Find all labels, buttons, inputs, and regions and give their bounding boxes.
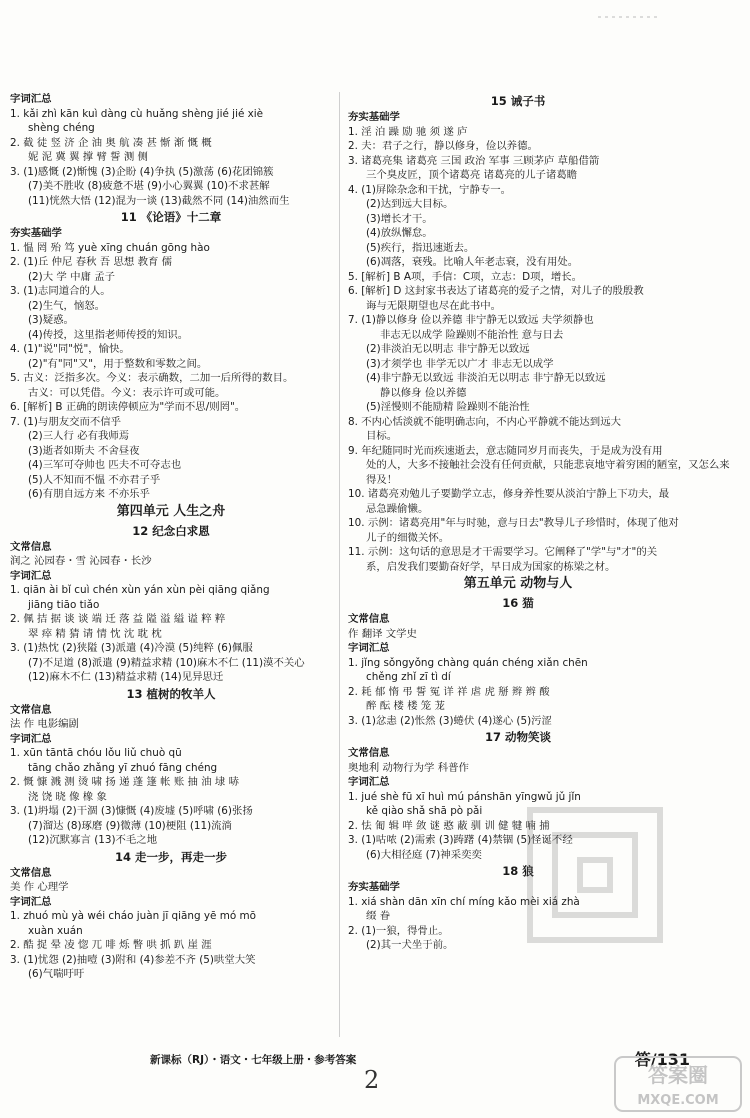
right-column-line: 字词汇总	[348, 642, 390, 654]
right-column-line: 1. jué shè fū xī huì mú pánshān yīngwǔ jǔ jǐn	[348, 790, 581, 803]
left-column-line: 浇 饶 晓 像 橡 象	[28, 790, 107, 803]
left-column-line: 2. 慨 慷 溅 测 烫 啸 扬 递 蓬 篷 帐 账 抽 油 埭 哧	[10, 776, 240, 788]
left-column-line: 夯实基础学	[10, 227, 62, 239]
left-column	[10, 92, 332, 982]
right-column-line: 15 诫子书	[490, 94, 546, 108]
right-column-line: 系，启发我们要勤奋好学，早日成为国家的栋梁之材。	[366, 560, 616, 573]
left-column-line: 文常信息	[10, 866, 52, 879]
right-column-line: (2)非淡泊无以明志 非宁静无以致远	[366, 343, 530, 355]
right-column-line: chěng zhǐ zī tì dí	[366, 671, 451, 683]
left-column-line: 3. (1)感慨 (2)惭愧 (3)企盼 (4)争执 (5)激荡 (6)花团锦簇	[10, 165, 274, 178]
right-column-line: 作 翻译 文学史	[348, 627, 417, 640]
right-column-line: 5. [解析] B A项，手信：C项，立志：D项，增长。	[348, 270, 583, 283]
right-column-line: (3)才须学也 非学无以广才 非志无以成学	[366, 357, 554, 370]
right-column-line: 8. 不内心恬淡就不能明确志向，不内心平静就不能达到远大	[348, 415, 621, 428]
left-column-line: 润之 沁园春・雪 沁园春・长沙	[10, 555, 152, 567]
right-column-line: 18 狼	[502, 864, 534, 878]
left-column-line: (11)恍然大悟 (12)混为一谈 (13)截然不同 (14)油然而生	[28, 194, 290, 207]
left-column-line: jiāng tiāo tiǎo	[28, 598, 100, 611]
watermark-logo	[614, 1056, 742, 1112]
left-column-line: (12)麻木不仁 (13)精益求精 (14)见异思迁	[28, 671, 224, 683]
handwritten-number: 2	[364, 1066, 380, 1094]
right-column-line: (6)大相径庭 (7)神采奕奕	[366, 848, 482, 861]
left-column-line: 2. 截 徒 竖 济 企 油 奥 航 凑 甚 惭 渐 慨 概	[10, 136, 212, 149]
left-column-line: 字词汇总	[10, 93, 52, 105]
right-column-line: 忌急躁偷懒。	[366, 502, 429, 515]
right-column-line: 第五单元 动物与人	[463, 576, 573, 591]
right-column-line: (5)疾行，指迅速逝去。	[366, 241, 475, 254]
right-column-line: 10. 诸葛亮劝勉儿子要勤学立志，修身养性要从淡泊宁静上下功夫，最	[348, 488, 670, 500]
left-column-line: 古义：可以凭借。今义：表示许可或可能。	[28, 386, 226, 399]
right-column-line: 3. (1)忿恚 (2)怅然 (3)蜷伏 (4)遂心 (5)污涩	[348, 714, 552, 727]
right-column-line: 醉 酝 楼 楼 笼 茏	[366, 700, 445, 712]
right-column-line: 处的人，大多不接触社会没有任何贡献，只能悲哀地守着穷困的陋室，又怎么来	[366, 459, 730, 471]
right-column-line: 2. 怯 匍 辑 咩 敛 谜 憨 蔽 驯 训 健 犍 喃 捕	[348, 819, 550, 832]
right-column-line: 16 猫	[502, 596, 534, 610]
right-column-line: 奥地利 动物行为学 科普作	[348, 761, 469, 774]
left-column-line: 1. qiān ài bǐ cuì chén xùn yán xùn pèi qiāng qiǎng	[10, 584, 270, 596]
left-column-line: 妮 泥 冀 翼 撑 臂 誓 测 侧	[28, 151, 148, 163]
right-column-line: 字词汇总	[348, 776, 390, 788]
top-mark	[598, 6, 658, 14]
left-column-line: (4)三军可夺帅也 匹夫不可夺志也	[28, 459, 182, 471]
left-column-line: 字词汇总	[10, 895, 52, 908]
right-column-line: 夯实基础学	[348, 881, 400, 893]
right-column-line: 文常信息	[348, 747, 390, 759]
left-column-line: tāng chǎo zhǎng yī zhuó fāng chéng	[28, 761, 218, 774]
left-column-line: (3)逝者如斯夫 不舍昼夜	[28, 444, 140, 457]
right-column-line: 得及！	[366, 473, 398, 486]
left-column-line: 3. (1)坍塌 (2)干涸 (3)慷慨 (4)废墟 (5)呼啸 (6)张扬	[10, 805, 253, 817]
left-column-line: (2)生气，恼怒。	[28, 299, 106, 312]
right-column-line: 7. (1)静以修身 俭以养德 非宁静无以致远 夫学须静也	[348, 314, 594, 326]
left-column-line: (5)人不知而不愠 不亦君子乎	[28, 473, 161, 486]
left-column-line: (7)溜达 (8)琢磨 (9)微薄 (10)梗阻 (11)流淌	[28, 819, 232, 832]
right-column-line: 6. [解析] D 这封家书表达了诸葛亮的爱子之情，对儿子的殷殷教	[348, 285, 644, 297]
left-column-line: 美 作 心理学	[10, 881, 69, 893]
left-column-line: (7)美不胜收 (8)疲惫不堪 (9)小心翼翼 (10)不求甚解	[28, 180, 270, 192]
left-column-line: 3. (1)志同道合的人。	[10, 285, 111, 297]
right-column-line: (6)凋落，衰残。比喻人年老志衰，没有用处。	[366, 256, 579, 268]
left-column-line: 1. xūn tāntā chóu lǒu liǔ chuò qū	[10, 747, 182, 759]
right-column-line: 诲与无限期望也尽在此书中。	[366, 299, 502, 312]
right-column-line: 2. (1)一狼，得骨止。	[348, 924, 449, 937]
left-column-line: 翠 瘁 精 猜 请 情 忱 沈 耽 枕	[28, 627, 162, 640]
left-column-line: 字词汇总	[10, 732, 52, 745]
left-column-line: 2. (1)丘 仲尼 春秋 吾 思想 教育 儒	[10, 256, 173, 268]
svg-text:答案圈: 答案圈	[648, 1063, 708, 1087]
footer-text: 新课标（RJ）・语文・七年级上册・参考答案	[150, 1054, 357, 1066]
right-column-line: 17 动物笑谈	[484, 730, 551, 744]
right-column-line: 目标。	[366, 430, 398, 442]
left-column-line: 3. (1)热忱 (2)狭隘 (3)派遣 (4)冷漠 (5)纯粹 (6)佩服	[10, 642, 253, 654]
left-column-line: 法 作 电影编剧	[10, 718, 79, 730]
left-column-line: 14 走一步，再走一步	[114, 849, 227, 864]
right-column-line: 夯实基础学	[348, 111, 400, 123]
left-column-line: 文常信息	[10, 703, 52, 716]
left-column-line: 13 植树的牧羊人	[126, 686, 216, 701]
right-column-line: kě qiào shǎ shā pò pǎi	[366, 805, 483, 817]
svg-text:MXQE.COM: MXQE.COM	[637, 1093, 719, 1108]
right-column-line: 儿子的细微关怀。	[366, 531, 450, 544]
right-column-line: 1. jǐng sǒngyǒng chàng quán chéng xiǎn chēn	[348, 656, 588, 669]
left-column-line: xuàn xuán	[28, 924, 83, 937]
left-column-line: 7. (1)与朋友交而不信乎	[10, 415, 122, 428]
left-column-line: 1. 愠 罔 殆 笃 yuè xīng chuán gōng hào	[10, 241, 210, 254]
left-column-line: 2. 佩 拮 据 谈 谈 端 迁 落 益 隘 溢 縊 谥 粹 粹	[10, 613, 226, 625]
left-column-line: shèng chéng	[28, 122, 95, 134]
right-column-line: 10. 示例：诸葛亮用"年与时驰，意与日去"教导儿子珍惜时，体现了他对	[348, 517, 679, 529]
right-column-line: 2. 夫：君子之行，静以修身，俭以养德。	[348, 140, 538, 152]
left-column-line: 11 《论语》十二章	[120, 210, 222, 224]
left-column-line: (2)"有"同"又"，用于整数和零数之间。	[28, 357, 208, 370]
right-column-line: 三个臭皮匠，顶个诸葛亮 诸葛亮的儿子诸葛瞻	[366, 169, 578, 181]
right-column-line: 11. 示例：这句话的意思是才干需要学习。它阐释了"学"与"才"的关	[348, 546, 658, 558]
left-column-line: 3. (1)忧怨 (2)抽噎 (3)附和 (4)参差不齐 (5)哄堂大笑	[10, 953, 256, 966]
left-column-line: (6)气喘吁吁	[28, 968, 85, 980]
right-column-line: 1. 淫 泊 躁 励 驰 须 遂 庐	[348, 125, 468, 138]
right-column-line: (4)放纵懈怠。	[366, 227, 433, 239]
right-column-line: 非志无以成学 险躁则不能治性 意与日去	[380, 328, 564, 341]
right-column-line: (4)非宁静无以致远 非淡泊无以明志 非宁静无以致远	[366, 372, 606, 384]
right-column-line: 9. 年纪随同时光而疾速逝去，意志随同岁月而丧失，于是成为没有用	[348, 444, 663, 457]
left-column-line: (2)三人行 必有我师焉	[28, 430, 130, 442]
left-column-line: (3)疑惑。	[28, 314, 74, 326]
page-footer	[150, 1047, 690, 1071]
left-column-line: (7)不足道 (8)派遣 (9)精益求精 (10)麻木不仁 (11)漠不关心	[28, 656, 305, 669]
right-column-line: (5)淫慢则不能励精 险躁则不能治性	[366, 401, 530, 413]
left-column-line: (6)有朋自远方来 不亦乐乎	[28, 488, 150, 500]
left-column-line: 2. 酷 捉 晕 凌 惚 兀 啡 烁 瞥 哄 抓 趴 崖 涯	[10, 939, 212, 951]
right-column-line: 2. 耗 郁 惰 弔 誓 冤 详 祥 虐 虎 掰 辫 辫 酸	[348, 685, 550, 698]
left-column-line: 字词汇总	[10, 569, 52, 582]
left-column-line: 12 纪念白求恩	[132, 523, 210, 538]
right-column-line: (2)其一犬坐于前。	[366, 939, 454, 951]
left-column-line: (12)沉默寡言 (13)不毛之地	[28, 834, 158, 846]
left-column-line: 第四单元 人生之舟	[116, 503, 226, 519]
right-column-line: (3)增长才干。	[366, 212, 433, 225]
right-column-line: 4. (1)屏除杂念和干扰，宁静专一。	[348, 183, 512, 196]
right-column-line: 静以修身 俭以养德	[380, 386, 467, 399]
left-column-line: 1. kǎi zhì kān kuì dàng cù huǎng shèng jié jié xiè	[10, 107, 264, 120]
right-column-line: 3. (1)咕哝 (2)需索 (3)踌躇 (4)禁锢 (5)怪诞不经	[348, 834, 573, 846]
left-column-line: (2)大 学 中庸 孟子	[28, 270, 115, 283]
left-column-line: 5. 古义：泛指多次。今义：表示确数，二加一后所得的数目。	[10, 372, 294, 384]
left-column-line: 4. (1)"说"同"悦"，愉快。	[10, 343, 130, 355]
left-column-line: 1. zhuó mù yà wéi cháo juàn jī qiāng yē mó mō	[10, 910, 256, 922]
right-column-line: 1. xiá shàn dān xīn chí míng kǎo mèi xiá zhà	[348, 895, 580, 908]
column-divider	[339, 92, 340, 1037]
decorative-grid-pattern	[520, 800, 670, 950]
right-column-line: 3. 诸葛亮集 诸葛亮 三国 政治 军事 三顾茅庐 草船借箭	[348, 154, 600, 167]
page-number: 答/131	[634, 1050, 690, 1069]
left-column-line: (4)传授，这里指老师传授的知识。	[28, 328, 189, 341]
left-column-line: 文常信息	[10, 540, 52, 553]
left-column-line: 6. [解析] B 正确的朗读停顿应为"学而不思/则罔"。	[10, 401, 246, 413]
right-column-line: 缀 眷	[366, 910, 391, 922]
right-column-line: (2)达到远大目标。	[366, 198, 454, 210]
right-column-line: 文常信息	[348, 613, 390, 625]
